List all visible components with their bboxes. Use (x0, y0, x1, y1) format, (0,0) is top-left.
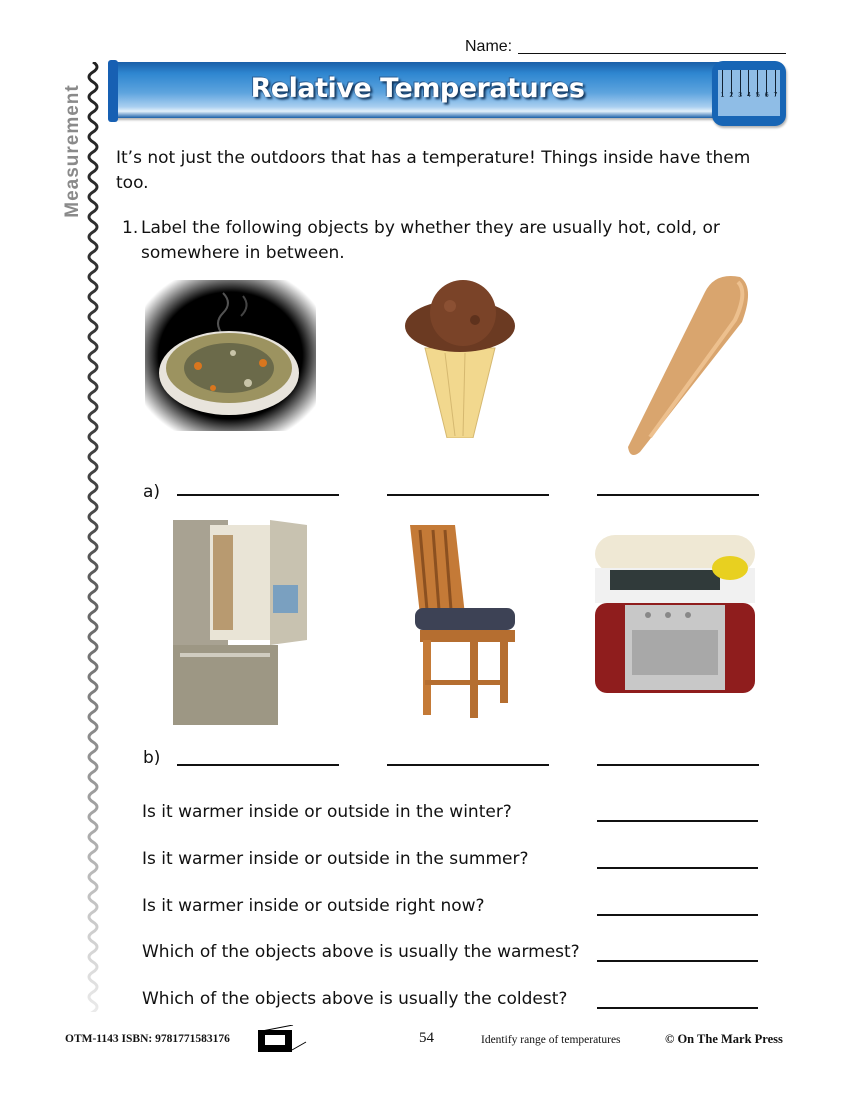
answer-line-b2[interactable] (387, 764, 549, 766)
ruler-number: 1 (720, 92, 725, 99)
publisher-logo-icon (258, 1025, 308, 1055)
page-title: Relative Temperatures (250, 73, 585, 104)
ruler-number: 5 (755, 92, 760, 99)
footer-product-code: OTM-1143 ISBN: 9781771583176 (65, 1033, 230, 1045)
question-coldest: Which of the objects above is usually the coldest? (142, 989, 568, 1009)
refrigerator-image (165, 515, 315, 730)
row-label-a: a) (143, 482, 161, 502)
footer-skill: Identify range of temperatures (481, 1034, 621, 1046)
ruler-numbers (718, 92, 780, 99)
answer-line-warmest[interactable] (597, 960, 758, 962)
stove-oven-image (590, 530, 760, 695)
answer-line-summer[interactable] (597, 867, 758, 869)
question-winter: Is it warmer inside or outside in the winter? (142, 802, 512, 822)
ruler-number: 7 (773, 92, 778, 99)
squiggle-border-decoration (82, 62, 104, 1012)
question-number: 1. (122, 218, 139, 238)
answer-line-a1[interactable] (177, 494, 339, 496)
intro-text: It’s not just the outdoors that has a temperature! Things inside have them too. (116, 148, 751, 193)
answer-line-coldest[interactable] (597, 1007, 758, 1009)
answer-line-winter[interactable] (597, 820, 758, 822)
wooden-chair-image (405, 520, 520, 720)
question-1 (122, 216, 782, 266)
soup-bowl-image (143, 278, 318, 433)
page-number: 54 (419, 1030, 434, 1046)
ruler-number: 3 (738, 92, 743, 99)
ruler-number: 2 (729, 92, 734, 99)
ruler-number: 6 (764, 92, 769, 99)
answer-line-a2[interactable] (387, 494, 549, 496)
question-summer: Is it warmer inside or outside in the summer? (142, 849, 529, 869)
question-warmest: Which of the objects above is usually the warmest? (142, 942, 580, 962)
answer-line-b1[interactable] (177, 764, 339, 766)
row-label-b: b) (143, 748, 161, 768)
side-category-label: Measurement (62, 84, 83, 218)
ruler-number: 4 (747, 92, 751, 99)
footer-publisher: © On The Mark Press (665, 1032, 783, 1046)
question-right-now: Is it warmer inside or outside right now? (142, 896, 485, 916)
question-text: Label the following objects by whether they are usually hot, cold, or somewhere in between. (141, 218, 720, 263)
name-label: Name: (465, 38, 513, 55)
answer-line-right-now[interactable] (597, 914, 758, 916)
name-field[interactable] (518, 53, 786, 54)
ice-cream-cone-image (385, 278, 535, 438)
carrot-image (610, 272, 760, 462)
answer-line-a3[interactable] (597, 494, 759, 496)
answer-line-b3[interactable] (597, 764, 759, 766)
